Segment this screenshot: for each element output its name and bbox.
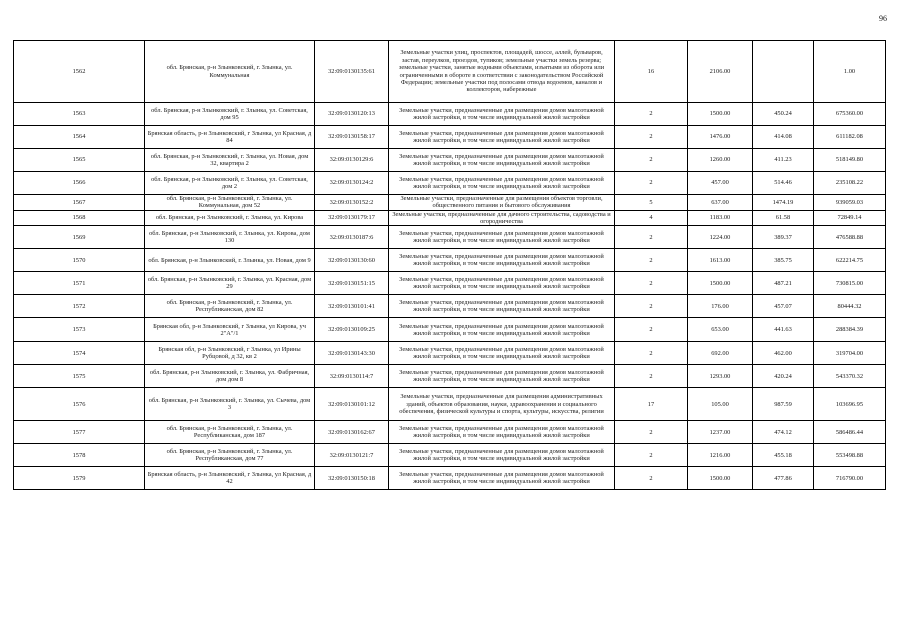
table-row	[14, 365, 886, 388]
cadastral-number-cell: 32:09:0130101:41	[315, 295, 389, 318]
area-cell: 1216.00	[688, 444, 753, 467]
use-group-cell: 2	[615, 226, 688, 249]
land-use-cell: Земельные участки, предназначенные для размещения домов малоэтажной жилой застройки, в том числе индивидуальной жилой застройки	[389, 226, 615, 249]
use-group-cell: 2	[615, 467, 688, 490]
use-group-cell: 16	[615, 41, 688, 103]
land-use-cell: Земельные участки, предназначенные для размещения домов малоэтажной жилой застройки, в том числе индивидуальной жилой застройки	[389, 467, 615, 490]
table-row	[14, 388, 886, 421]
specific-value-cell: 987.59	[753, 388, 814, 421]
row-number-cell: 1576	[14, 388, 145, 421]
specific-value-cell: 411.23	[753, 149, 814, 172]
cadastral-value-cell: 675360.00	[814, 103, 886, 126]
specific-value-cell: 389.37	[753, 226, 814, 249]
table-row	[14, 421, 886, 444]
cadastral-number-cell: 32:09:0130101:12	[315, 388, 389, 421]
land-use-cell: Земельные участки, предназначенные для размещения домов малоэтажной жилой застройки, в том числе индивидуальной жилой застройки	[389, 444, 615, 467]
specific-value-cell: 414.08	[753, 126, 814, 149]
row-number-cell: 1575	[14, 365, 145, 388]
table-body	[14, 41, 886, 490]
row-number-cell: 1566	[14, 172, 145, 195]
area-cell: 2106.00	[688, 41, 753, 103]
address-cell: обл. Брянская, р-н Злынковский, г. Злынка, ул. Советская, дом 2	[145, 172, 315, 195]
area-cell: 1476.00	[688, 126, 753, 149]
address-cell: обл. Брянская, р-н Злынковский, г. Злынка, ул. Новая, дом 9	[145, 249, 315, 272]
specific-value-cell: 441.63	[753, 318, 814, 342]
row-number-cell: 1568	[14, 210, 145, 226]
area-cell: 637.00	[688, 195, 753, 211]
table-row	[14, 318, 886, 342]
row-number-cell: 1578	[14, 444, 145, 467]
cadastral-value-cell: 288384.39	[814, 318, 886, 342]
land-use-cell: Земельные участки, предназначенные для размещения объектов торговли, общественного питания и бытового обслуживания	[389, 195, 615, 211]
cadastral-value-cell: 476588.88	[814, 226, 886, 249]
table-row	[14, 41, 886, 103]
cadastral-value-cell: 611182.08	[814, 126, 886, 149]
specific-value-cell: 462.00	[753, 342, 814, 365]
specific-value-cell: 385.75	[753, 249, 814, 272]
table-row	[14, 103, 886, 126]
table-row	[14, 272, 886, 295]
table-row	[14, 249, 886, 272]
cadastral-value-cell: 716790.00	[814, 467, 886, 490]
specific-value-cell: 1474.19	[753, 195, 814, 211]
specific-value-cell: 487.21	[753, 272, 814, 295]
cadastral-value-cell: 543370.32	[814, 365, 886, 388]
cadastral-value-cell: 80444.32	[814, 295, 886, 318]
cadastral-number-cell: 32:09:0130120:13	[315, 103, 389, 126]
cadastral-value-cell: 730815.00	[814, 272, 886, 295]
land-use-cell: Земельные участки, предназначенные для размещения домов малоэтажной жилой застройки, в том числе индивидуальной жилой застройки	[389, 272, 615, 295]
row-number-cell: 1577	[14, 421, 145, 444]
cadastral-value-cell: 235108.22	[814, 172, 886, 195]
cadastral-number-cell: 32:09:0130143:30	[315, 342, 389, 365]
cadastral-number-cell: 32:09:0130135:61	[315, 41, 389, 103]
cadastral-number-cell: 32:09:0130187:6	[315, 226, 389, 249]
table-row	[14, 195, 886, 211]
use-group-cell: 5	[615, 195, 688, 211]
cadastral-value-cell: 1.00	[814, 41, 886, 103]
cadastral-value-cell: 553498.88	[814, 444, 886, 467]
area-cell: 1224.00	[688, 226, 753, 249]
area-cell: 1260.00	[688, 149, 753, 172]
table-row	[14, 126, 886, 149]
row-number-cell: 1569	[14, 226, 145, 249]
address-cell: обл. Брянская, р-н Злынковский, г. Злынка, ул. Красная, дом 29	[145, 272, 315, 295]
land-use-cell: Земельные участки, предназначенные для дачного строительства, садоводства и огородничества	[389, 210, 615, 226]
area-cell: 457.00	[688, 172, 753, 195]
use-group-cell: 2	[615, 172, 688, 195]
row-number-cell: 1572	[14, 295, 145, 318]
cadastral-value-cell: 518149.80	[814, 149, 886, 172]
specific-value-cell: 477.86	[753, 467, 814, 490]
table-row	[14, 467, 886, 490]
cadastral-number-cell: 32:09:0130158:17	[315, 126, 389, 149]
land-use-cell: Земельные участки, предназначенные для размещения домов малоэтажной жилой застройки, в том числе индивидуальной жилой застройки	[389, 126, 615, 149]
row-number-cell: 1565	[14, 149, 145, 172]
row-number-cell: 1574	[14, 342, 145, 365]
use-group-cell: 2	[615, 103, 688, 126]
specific-value-cell: 514.46	[753, 172, 814, 195]
address-cell: Брянская обл, р-н Злынковский, г Злынка, ул Кирова, уч 2"А"/1	[145, 318, 315, 342]
area-cell: 1293.00	[688, 365, 753, 388]
row-number-cell: 1571	[14, 272, 145, 295]
use-group-cell: 2	[615, 126, 688, 149]
specific-value-cell: 457.07	[753, 295, 814, 318]
address-cell: обл. Брянская, р-н Злынковский, г. Злынка, ул. Кирова	[145, 210, 315, 226]
land-use-cell: Земельные участки, предназначенные для размещения домов малоэтажной жилой застройки, в том числе индивидуальной жилой застройки	[389, 249, 615, 272]
address-cell: обл. Брянская, р-н Злынковский, г. Злынка, ул. Республиканская, дом 77	[145, 444, 315, 467]
address-cell: обл. Брянская, р-н Злынковский, г. Злынка, ул. Новая, дом 32, квартира 2	[145, 149, 315, 172]
land-use-cell: Земельные участки, предназначенные для размещения домов малоэтажной жилой застройки, в том числе индивидуальной жилой застройки	[389, 149, 615, 172]
table-row	[14, 226, 886, 249]
area-cell: 1500.00	[688, 467, 753, 490]
table-row	[14, 172, 886, 195]
use-group-cell: 17	[615, 388, 688, 421]
use-group-cell: 2	[615, 149, 688, 172]
land-use-cell: Земельные участки, предназначенные для размещения домов малоэтажной жилой застройки, в том числе индивидуальной жилой застройки	[389, 342, 615, 365]
row-number-cell: 1579	[14, 467, 145, 490]
address-cell: обл. Брянская, р-н Злынковский, г. Злынка, ул. Коммунальная	[145, 41, 315, 103]
cadastral-number-cell: 32:09:0130114:7	[315, 365, 389, 388]
address-cell: обл. Брянская, р-н Злынковский, г. Злынка, ул. Советская, дом 95	[145, 103, 315, 126]
land-use-cell: Земельные участки, предназначенные для размещения домов малоэтажной жилой застройки, в том числе индивидуальной жилой застройки	[389, 421, 615, 444]
address-cell: обл. Брянская, р-н Злынковский, г. Злынка, ул. Республиканская, дом 82	[145, 295, 315, 318]
use-group-cell: 2	[615, 318, 688, 342]
area-cell: 1237.00	[688, 421, 753, 444]
cadastral-number-cell: 32:09:0130162:67	[315, 421, 389, 444]
use-group-cell: 2	[615, 444, 688, 467]
use-group-cell: 2	[615, 272, 688, 295]
table-row	[14, 444, 886, 467]
cadastral-value-cell: 103696.95	[814, 388, 886, 421]
cadastral-number-cell: 32:09:0130179:17	[315, 210, 389, 226]
use-group-cell: 2	[615, 365, 688, 388]
area-cell: 1500.00	[688, 103, 753, 126]
land-use-cell: Земельные участки, предназначенные для размещения домов малоэтажной жилой застройки, в том числе индивидуальной жилой застройки	[389, 295, 615, 318]
specific-value-cell	[753, 41, 814, 103]
area-cell: 653.00	[688, 318, 753, 342]
area-cell: 1183.00	[688, 210, 753, 226]
area-cell: 1500.00	[688, 272, 753, 295]
cadastral-number-cell: 32:09:0130124:2	[315, 172, 389, 195]
table-row	[14, 342, 886, 365]
land-use-cell: Земельные участки, предназначенные для размещения домов малоэтажной жилой застройки, в том числе индивидуальной жилой застройки	[389, 365, 615, 388]
row-number-cell: 1562	[14, 41, 145, 103]
cadastral-value-cell: 586486.44	[814, 421, 886, 444]
use-group-cell: 2	[615, 342, 688, 365]
cadastral-value-table	[13, 40, 886, 490]
land-use-cell: Земельные участки, предназначенные для размещения административных зданий, объектов образования, науки, здравоохранения и социального обеспечения, физической культуры и спорта, культуры, искусства, религии	[389, 388, 615, 421]
cadastral-number-cell: 32:09:0130152:2	[315, 195, 389, 211]
specific-value-cell: 455.18	[753, 444, 814, 467]
land-use-cell: Земельные участки улиц, проспектов, площадей, шоссе, аллей, бульваров, застав, переулков, проездов, тупиков; земельные участки земель резерва; земельные участки, занятые водными объектами, изъятыми из оборота или ограниченными в обороте в соответствии с законодательством Российской Федерации; земельные участки под полосами отвода водоемов, каналов и коллекторов, набережные	[389, 41, 615, 103]
row-number-cell: 1573	[14, 318, 145, 342]
row-number-cell: 1564	[14, 126, 145, 149]
cadastral-number-cell: 32:09:0130130:60	[315, 249, 389, 272]
address-cell: обл. Брянская, р-н Злынковский, г. Злынка, ул. Сычева, дом 3	[145, 388, 315, 421]
address-cell: обл. Брянская, р-н Злынковский, г. Злынка, ул. Республиканская, дом 187	[145, 421, 315, 444]
use-group-cell: 4	[615, 210, 688, 226]
table-row	[14, 149, 886, 172]
land-use-cell: Земельные участки, предназначенные для размещения домов малоэтажной жилой застройки, в том числе индивидуальной жилой застройки	[389, 103, 615, 126]
address-cell: Брянская обл, р-н Злынковский, г Злынка, ул Ирины Рубцовой, д 32, кв 2	[145, 342, 315, 365]
cadastral-number-cell: 32:09:0130109:25	[315, 318, 389, 342]
use-group-cell: 2	[615, 295, 688, 318]
land-use-cell: Земельные участки, предназначенные для размещения домов малоэтажной жилой застройки, в том числе индивидуальной жилой застройки	[389, 318, 615, 342]
row-number-cell: 1567	[14, 195, 145, 211]
address-cell: Брянская область, р-н Злынковский, г Злынка, ул Красная, д 42	[145, 467, 315, 490]
table-row	[14, 210, 886, 226]
cadastral-value-cell: 72849.14	[814, 210, 886, 226]
cadastral-number-cell: 32:09:0130129:6	[315, 149, 389, 172]
specific-value-cell: 61.58	[753, 210, 814, 226]
page-number: 96	[879, 14, 887, 23]
cadastral-number-cell: 32:09:0130151:15	[315, 272, 389, 295]
cadastral-value-cell: 319704.00	[814, 342, 886, 365]
specific-value-cell: 450.24	[753, 103, 814, 126]
table-row	[14, 295, 886, 318]
row-number-cell: 1570	[14, 249, 145, 272]
specific-value-cell: 474.12	[753, 421, 814, 444]
cadastral-value-cell: 622214.75	[814, 249, 886, 272]
address-cell: обл. Брянская, р-н Злынковский, г. Злынка, ул. Фабричная, дом дом 8	[145, 365, 315, 388]
land-use-cell: Земельные участки, предназначенные для размещения домов малоэтажной жилой застройки, в том числе индивидуальной жилой застройки	[389, 172, 615, 195]
use-group-cell: 2	[615, 249, 688, 272]
area-cell: 692.00	[688, 342, 753, 365]
address-cell: Брянская область, р-н Злынковский, г Злынка, ул Красная, д 84	[145, 126, 315, 149]
area-cell: 1613.00	[688, 249, 753, 272]
cadastral-number-cell: 32:09:0130121:7	[315, 444, 389, 467]
area-cell: 105.00	[688, 388, 753, 421]
row-number-cell: 1563	[14, 103, 145, 126]
cadastral-value-cell: 939059.03	[814, 195, 886, 211]
area-cell: 176.00	[688, 295, 753, 318]
specific-value-cell: 420.24	[753, 365, 814, 388]
address-cell: обл. Брянская, р-н Злынковский, г. Злынка, ул. Коммунальная, дом 52	[145, 195, 315, 211]
use-group-cell: 2	[615, 421, 688, 444]
cadastral-number-cell: 32:09:0130150:18	[315, 467, 389, 490]
address-cell: обл. Брянская, р-н Злынковский, г. Злынка, ул. Кирова, дом 130	[145, 226, 315, 249]
